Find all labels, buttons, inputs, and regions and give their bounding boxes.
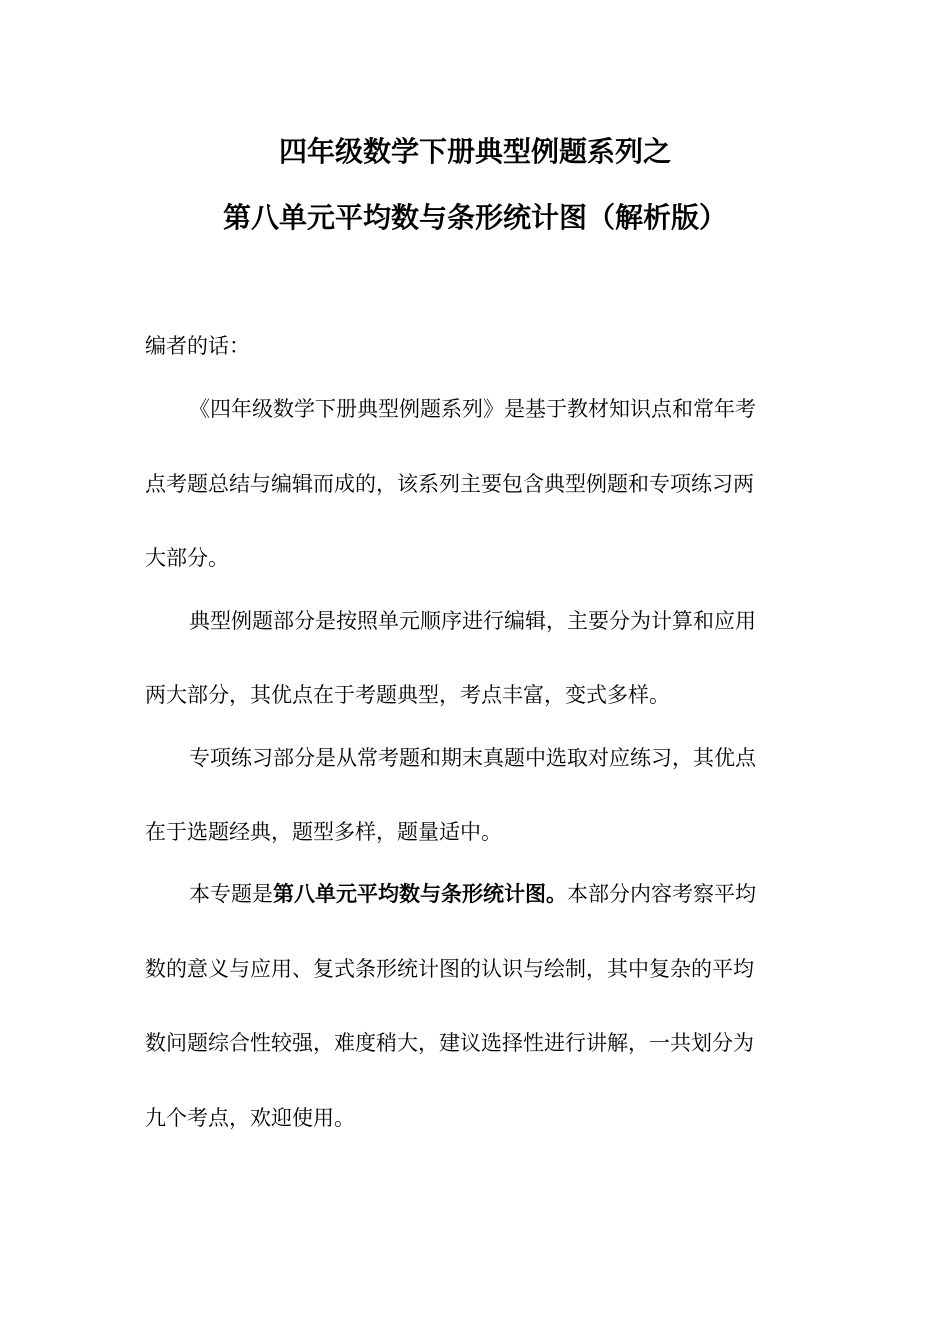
- document-title-line-1: 四年级数学下册典型例题系列之: [278, 135, 671, 168]
- preface-heading: 编者的话：: [145, 334, 250, 358]
- paragraph-3-line-1: 专项练习部分是从常考题和期末真题中选取对应练习，其优点: [189, 746, 756, 770]
- paragraph-4-line-4: 九个考点，欢迎使用。: [145, 1106, 355, 1130]
- paragraph-1-line-1: 《四年级数学下册典型例题系列》是基于教材知识点和常年考: [189, 397, 756, 421]
- paragraph-4-line-3: 数问题综合性较强，难度稍大，建议选择性进行讲解，一共划分为: [145, 1031, 754, 1055]
- paragraph-2-line-1: 典型例题部分是按照单元顺序进行编辑，主要分为计算和应用: [189, 609, 756, 633]
- paragraph-3-line-2: 在于选题经典，题型多样，题量适中。: [145, 820, 502, 844]
- paragraph-4-line-1: [189, 879, 756, 909]
- paragraph-4-line-1-suffix: 本部分内容考察平均: [567, 882, 756, 906]
- document-title-line-2: 第八单元平均数与条形统计图（解析版）: [222, 201, 727, 234]
- paragraph-4-topic-bold: 第八单元平均数与条形统计图。: [273, 882, 567, 906]
- paragraph-1-line-2: 点考题总结与编辑而成的，该系列主要包含典型例题和专项练习两: [145, 472, 754, 496]
- paragraph-1-line-3: 大部分。: [145, 546, 229, 570]
- paragraph-2-line-2: 两大部分，其优点在于考题典型，考点丰富，变式多样。: [145, 683, 670, 707]
- paragraph-4-line-1-prefix: 本专题是: [189, 882, 273, 906]
- paragraph-4-line-2: 数的意义与应用、复式条形统计图的认识与绘制，其中复杂的平均: [145, 957, 754, 981]
